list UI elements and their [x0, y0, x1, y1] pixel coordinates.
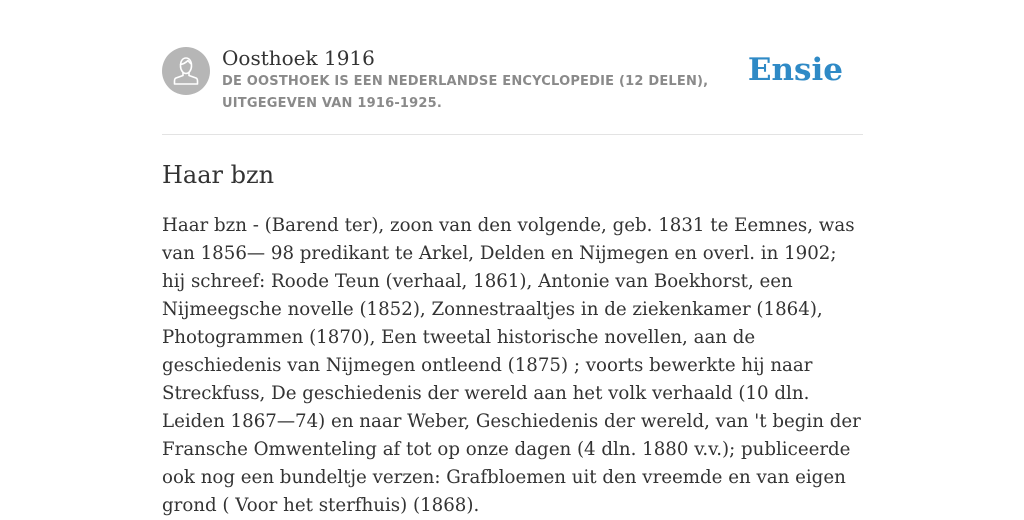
entry-card — [162, 0, 863, 516]
ensie-logo-link[interactable]: Ensie — [747, 52, 843, 88]
source-avatar[interactable] — [162, 47, 210, 95]
entry-title: Haar bzn — [162, 161, 275, 189]
source-header — [162, 0, 863, 135]
user-icon — [162, 47, 210, 95]
source-description: DE OOSTHOEK IS EEN NEDERLANDSE ENCYCLOPEDIE (12 DELEN), UITGEGEVEN VAN 1916-1925. — [222, 74, 709, 111]
entry-body: Haar bzn - (Barend ter), zoon van den volgende, geb. 1831 te Eemnes, was van 1856— 98 predikant te Arkel, Delden en Nijmegen en overl. in 1902; hij schreef: Roode Teun (verhaal, 1861), Antonie van Boekhorst, een Nijmeegsche novelle (1852), Zonnestraaltjes in de ziekenkamer (1864), Photogrammen (1870), Een tweetal historische novellen, aan de geschiedenis van Nijmegen ontleend (1875) ; voorts bewerkte hij naar Streckfuss, De geschiedenis der wereld aan het volk verhaald (10 dln. Leiden 1867—74) en naar Weber, Geschiedenis der wereld, van 't begin der Fransche Omwenteling af tot op onze dagen (4 dln. 1880 v.v.); publiceerde ook nog een bundeltje verzen: Grafbloemen uit den vreemde en van eigen grond ( Voor het sterfhuis) (1868). — [162, 215, 861, 516]
source-title[interactable]: Oosthoek 1916 — [222, 46, 375, 70]
